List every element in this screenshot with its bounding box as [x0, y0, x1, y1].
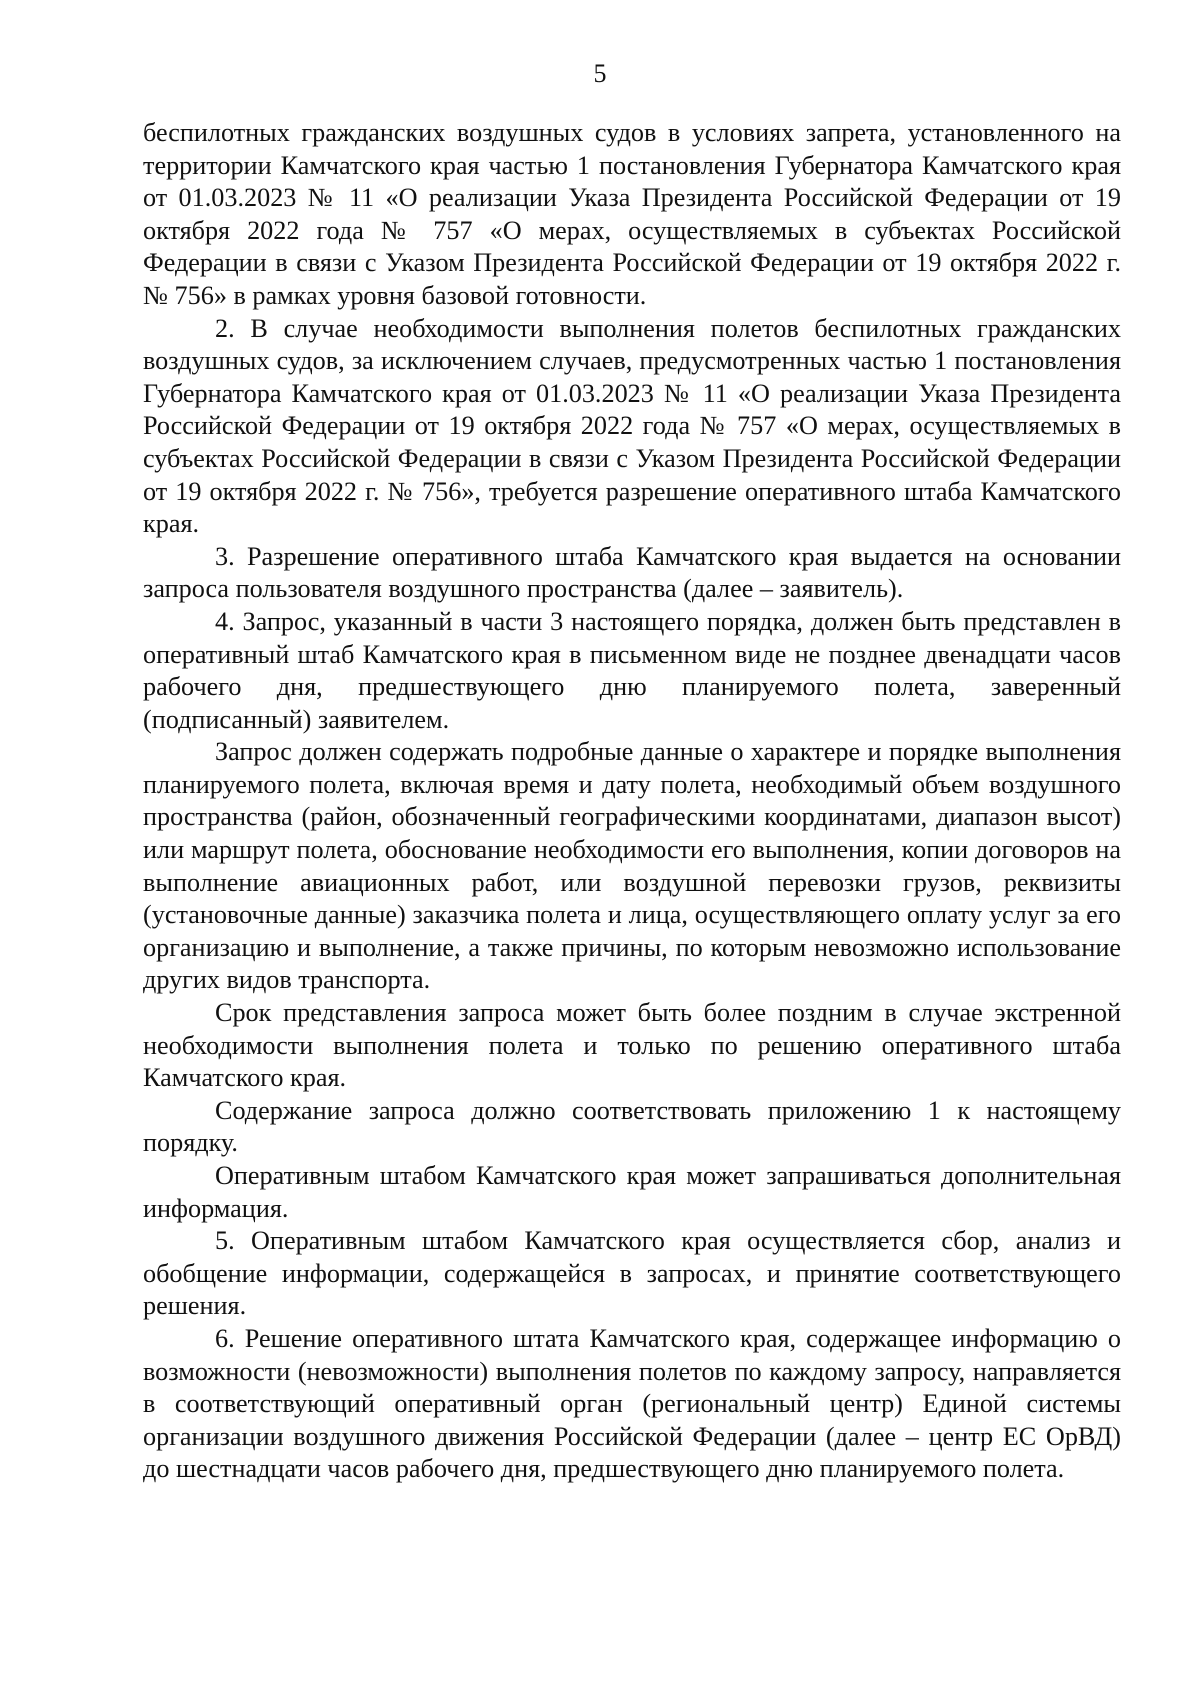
paragraph-additional-info: Оперативным штабом Камчатского края может запрашиваться дополнительная информация. — [143, 1161, 1121, 1223]
paragraph-item-4: 4. Запрос, указанный в части 3 настоящего порядка, должен быть представлен в оперативный штаб Камчатского края в письменном виде не позднее двенадцати часов рабочего дня, предшествующего дню планируемого полета, заверенный (подписанный) заявителем. — [143, 606, 1121, 734]
document-body — [143, 117, 1121, 1486]
paragraph-request-deadline: Срок представления запроса может быть более поздним в случае экстренной необходимости выполнения полета и только по решению оперативного штаба Камчатского края. — [143, 998, 1121, 1093]
paragraph-item-6: 6. Решение оперативного штата Камчатского края, содержащее информацию о возможности (невозможности) выполнения полетов по каждому запросу, направляется в соответствующий оперативный орган (региональный центр) Единой системы организации воздушного движения Российской Федерации (далее – центр ЕС ОрВД) до шестнадцати часов рабочего дня, предшествующего дню планируемого полета. — [143, 1323, 1121, 1484]
paragraph-request-content: Запрос должен содержать подробные данные о характере и порядке выполнения планируемого полета, включая время и дату полета, необходимый объем воздушного пространства (район, обозначенный географическими координатами, диапазон высот) или маршрут полета, обоснование необходимости его выполнения, копии договоров на выполнение авиационных работ, или воздушной перевозки грузов, реквизиты (установочные данные) заказчика полета и лица, осуществляющего оплату услуг за его организацию и выполнение, а также причины, по которым невозможно использование других видов транспорта. — [143, 737, 1121, 995]
page-number: 5 — [593, 59, 607, 88]
paragraph-item-2: 2. В случае необходимости выполнения полетов беспилотных гражданских воздушных судов, за исключением случаев, предусмотренных частью 1 постановления Губернатора Камчатского края от 01.03.2023 № 11 «О реализации Указа Президента Российской Федерации от 19 октября 2022 года № 757 «О мерах, осуществляемых в субъектах Российской Федерации в связи с Указом Президента Российской Федерации от 19 октября 2022 г. № 756», требуется разрешение оперативного штаба Камчатского края. — [143, 313, 1121, 539]
paragraph-request-appendix: Содержание запроса должно соответствовать приложению 1 к настоящему порядку. — [143, 1095, 1121, 1158]
paragraph-item-5: 5. Оперативным штабом Камчатского края осуществляется сбор, анализ и обобщение информации, содержащейся в запросах, и принятие соответствующего решения. — [143, 1226, 1121, 1321]
paragraph-continuation: беспилотных гражданских воздушных судов в условиях запрета, установленного на территории Камчатского края частью 1 постановления Губернатора Камчатского края от 01.03.2023 № 11 «О реализации Указа Президента Российской Федерации от 19 октября 2022 года № 757 «О мерах, осуществляемых в субъектах Российской Федерации в связи с Указом Президента Российской Федерации от 19 октября 2022 г. № 756» в рамках уровня базовой готовности. — [143, 118, 1121, 310]
paragraph-item-3: 3. Разрешение оперативного штаба Камчатского края выдается на основании запроса пользователя воздушного пространства (далее – заявитель). — [143, 541, 1121, 604]
